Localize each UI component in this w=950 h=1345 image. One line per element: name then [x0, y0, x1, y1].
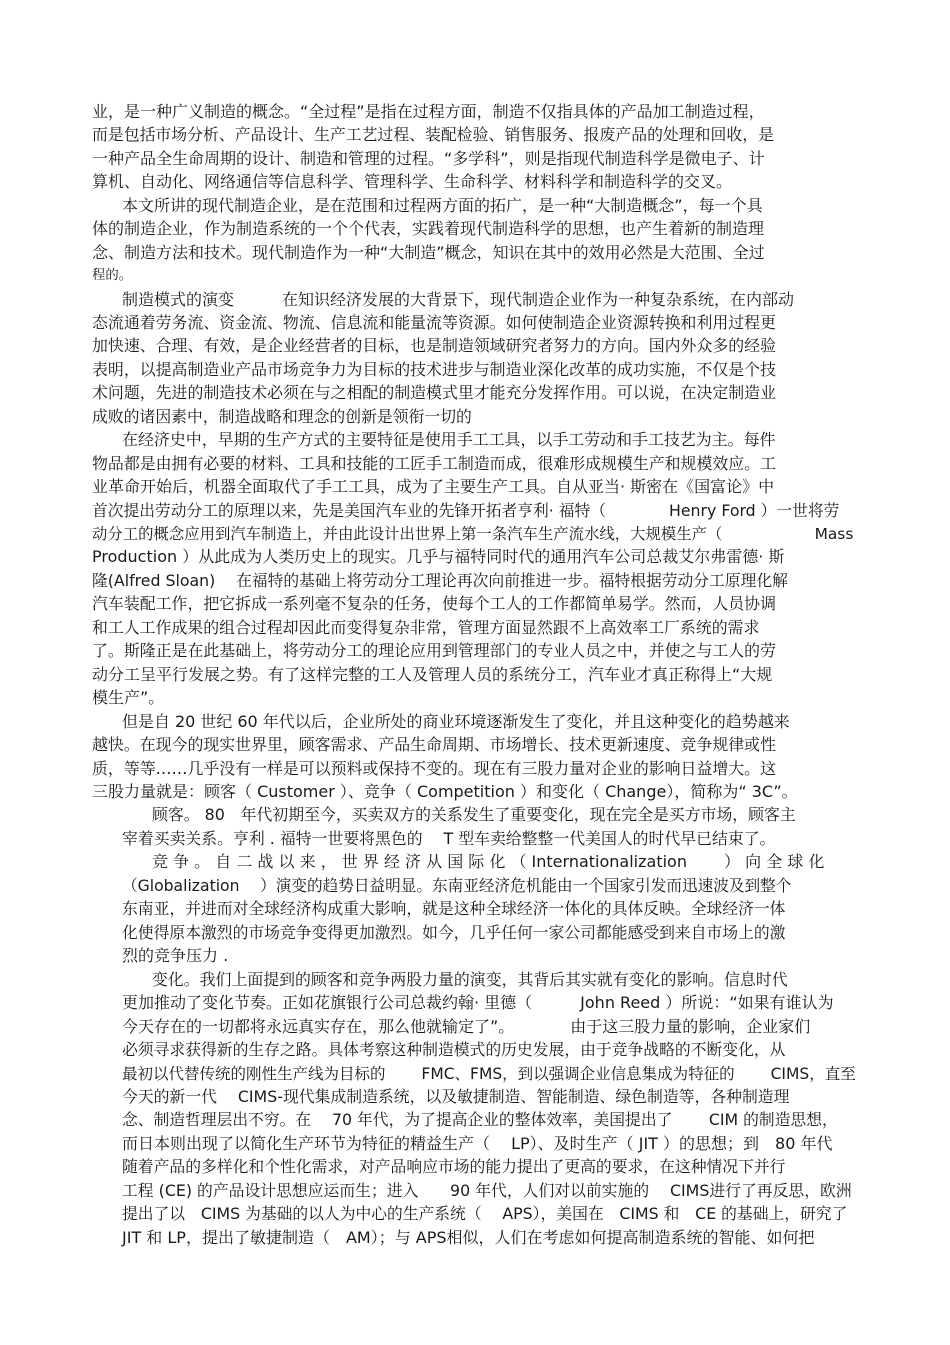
text-line: 成败的诸因素中，制造战略和理念的创新是领衔一切的 — [92, 407, 472, 426]
text-line: 今天存在的一切都将永远真实存在，那么他就输定了”。 由于这三股力量的影响，企业家们 — [122, 1017, 811, 1036]
text-line: 首次提出劳动分工的原理以来，先是美国汽车业的先锋开拓者亨利· 福特（ Henry Ford ）一世将劳 — [92, 501, 840, 520]
text-line: Production ）从此成为人类历史上的现实。几乎与福特同时代的通用汽车公司总裁艾尔弗雷德· 斯 — [92, 547, 785, 566]
text-line: 但是自 20 世纪 60 年代以后，企业所处的商业环境逐渐发生了变化，并且这种变化的趋势越来 — [122, 712, 790, 731]
text-line: 动分工的概念应用到汽车制造上，并由此设计出世界上第一条汽车生产流水线，大规模生产（ Mass — [92, 525, 854, 543]
text-line: 算机、自动化、网络通信等信息科学、管理科学、生命科学、材料科学和制造科学的交叉。 — [92, 172, 733, 191]
text-line: 必须寻求获得新的生存之路。具体考察这种制造模式的历史发展，由于竞争战略的不断变化，从 — [122, 1040, 786, 1059]
text-line: （Globalization ）演变的趋势日益明显。东南亚经济危机能由一个国家引发而迅速波及到整个 — [122, 876, 792, 895]
text-line: 宰着买卖关系。亨利 . 福特一世要将黑色的 T 型车卖给整整一代美国人的时代早已结束了。 — [122, 829, 776, 848]
text-line: 东南亚，并进而对全球经济构成重大影响，就是这种全球经济一体化的具体反映。全球经济一体 — [122, 899, 786, 918]
text-line: 态流通着劳务流、资金流、物流、信息流和能量流等资源。如何使制造企业资源转换和利用过程更 — [92, 313, 776, 332]
text-line: 隆(Alfred Sloan) 在福特的基础上将劳动分工理论再次向前推进一步。福特根据劳动分工原理化解 — [92, 571, 788, 590]
text-line: 质，等等……几乎没有一样是可以预料或保持不变的。现在有三股力量对企业的影响日益增大。这 — [92, 759, 776, 778]
text-line: 业，是一种广义制造的概念。“全过程”是指在过程方面，制造不仅指具体的产品加工制造过程， — [92, 102, 765, 121]
text-line: 三股力量就是：顾客（ Customer ）、竞争（ Competition ）和变化（ Change），简称为“ 3C”。 — [92, 782, 798, 801]
text-line: 动分工呈平行发展之势。有了这样完整的工人及管理人员的系统分工，汽车业才真正称得上“大规 — [92, 665, 773, 684]
text-line: 表明，以提高制造业产品市场竞争力为目标的技术进步与制造业深化改革的成功实施，不仅是个技 — [92, 360, 776, 379]
text-line: 而是包括市场分析、产品设计、生产工艺过程、装配检验、销售服务、报废产品的处理和回收，是 — [92, 125, 774, 144]
text-line: 体的制造企业，作为制造系统的一个个代表，实践着现代制造科学的思想，也产生着新的制造理 — [92, 219, 765, 238]
text-line: 业革命开始后，机器全面取代了手工工具，成为了主要生产工具。自从亚当· 斯密在《国富论》中 — [92, 477, 775, 496]
text-line: 加快速、合理、有效，是企业经营者的目标，也是制造领域研究者努力的方向。国内外众多的经验 — [92, 336, 776, 355]
section-heading-line: 制造模式的演变 在知识经济发展的大背景下，现代制造企业作为一种复杂系统，在内部动 — [122, 290, 795, 309]
text-line: 提出了以 CIMS 为基础的以人为中心的生产系统（ APS），美国在 CIMS 和 CE 的基础上，研究了 — [122, 1204, 848, 1223]
text-line: 顾客。 80 年代初期至今，买卖双方的关系发生了重要变化，现在完全是买方市场，顾客主 — [152, 805, 796, 824]
text-line: 最初以代替传统的刚性生产线为目标的 FMC、FMS，到以强调企业信息集成为特征的 CIMS，直至 — [122, 1065, 856, 1083]
text-line: 本文所讲的现代制造企业，是在范围和过程两方面的拓广，是一种“大制造概念”，每一个具 — [122, 196, 763, 215]
text-line: 程的。 — [92, 268, 132, 283]
text-line: 念、制造哲理层出不穷。在 70 年代，为了提高企业的整体效率，美国提出了 CIM 的制造思想， — [122, 1110, 838, 1129]
text-line: 化使得原本激烈的市场竞争变得更加激烈。如今，几乎任何一家公司都能感受到来自市场上的激 — [122, 923, 786, 942]
text-line: 模生产”。 — [92, 688, 165, 707]
text-line: 了。斯隆正是在此基础上，将劳动分工的理论应用到管理部门的专业人员之中，并使之与工人的劳 — [92, 641, 776, 660]
text-line: 术问题，先进的制造技术必须在与之相配的制造模式里才能充分发挥作用。可以说，在决定制造业 — [92, 383, 776, 402]
text-line: 今天的新一代 CIMS-现代集成制造系统，以及敏捷制造、智能制造、绿色制造等，各种制造理 — [122, 1087, 790, 1106]
text-line: 和工人工作成果的组合过程却因此而变得复杂非常，管理方面显然跟不上高效率工厂系统的需求 — [92, 618, 760, 637]
text-line: 而日本则出现了以简化生产环节为特征的精益生产（ LP）、及时生产（ JIT ）的思想；到 80 年代 — [122, 1134, 833, 1153]
text-line: 念、制造方法和技术。现代制造作为一种“大制造”概念，知识在其中的效用必然是大范围、全过 — [92, 243, 765, 262]
text-line: 一种产品全生命周期的设计、制造和管理的过程。“多学科”，则是指现代制造科学是微电子、计 — [92, 149, 765, 168]
text-line: 越快。在现今的现实世界里，顾客需求、产品生命周期、市场增长、技术更新速度、竞争规律或性 — [92, 735, 776, 754]
text-line: 在经济史中，早期的生产方式的主要特征是使用手工工具，以手工劳动和手工技艺为主。每件 — [122, 430, 776, 449]
text-line: JIT 和 LP，提出了敏捷制造（ AM）；与 APS相似，人们在考虑如何提高制造系统的智能、如何把 — [122, 1228, 815, 1247]
text-line: 竞 争 。 自 二 战 以 来 ， 世 界 经 济 从 国 际 化 （ Internationalization ） 向 全 球 化 — [152, 852, 825, 871]
text-line: 随着产品的多样化和个性化需求，对产品响应市场的能力提出了更高的要求，在这种情况下并行 — [122, 1157, 786, 1176]
text-line: 烈的竞争压力 . — [122, 946, 229, 965]
text-line: 变化。我们上面提到的顾客和竞争两股力量的演变，其背后其实就有变化的影响。信息时代 — [152, 970, 788, 989]
text-line: 工程 (CE) 的产品设计思想应运而生；进入 90 年代，人们对以前实施的 CIMS进行了再反思，欧洲 — [122, 1181, 852, 1200]
text-line: 更加推动了变化节奏。正如花旗银行公司总裁约翰· 里德（ John Reed ）所说：“如果有谁认为 — [122, 993, 834, 1012]
text-line: 物品都是由拥有必要的材料、工具和技能的工匠手工制造而成，很难形成规模生产和规模效应。工 — [92, 454, 776, 473]
text-line: 汽车装配工作，把它拆成一系列毫不复杂的任务，使每个工人的工作都简单易学。然而，人员协调 — [92, 594, 776, 613]
